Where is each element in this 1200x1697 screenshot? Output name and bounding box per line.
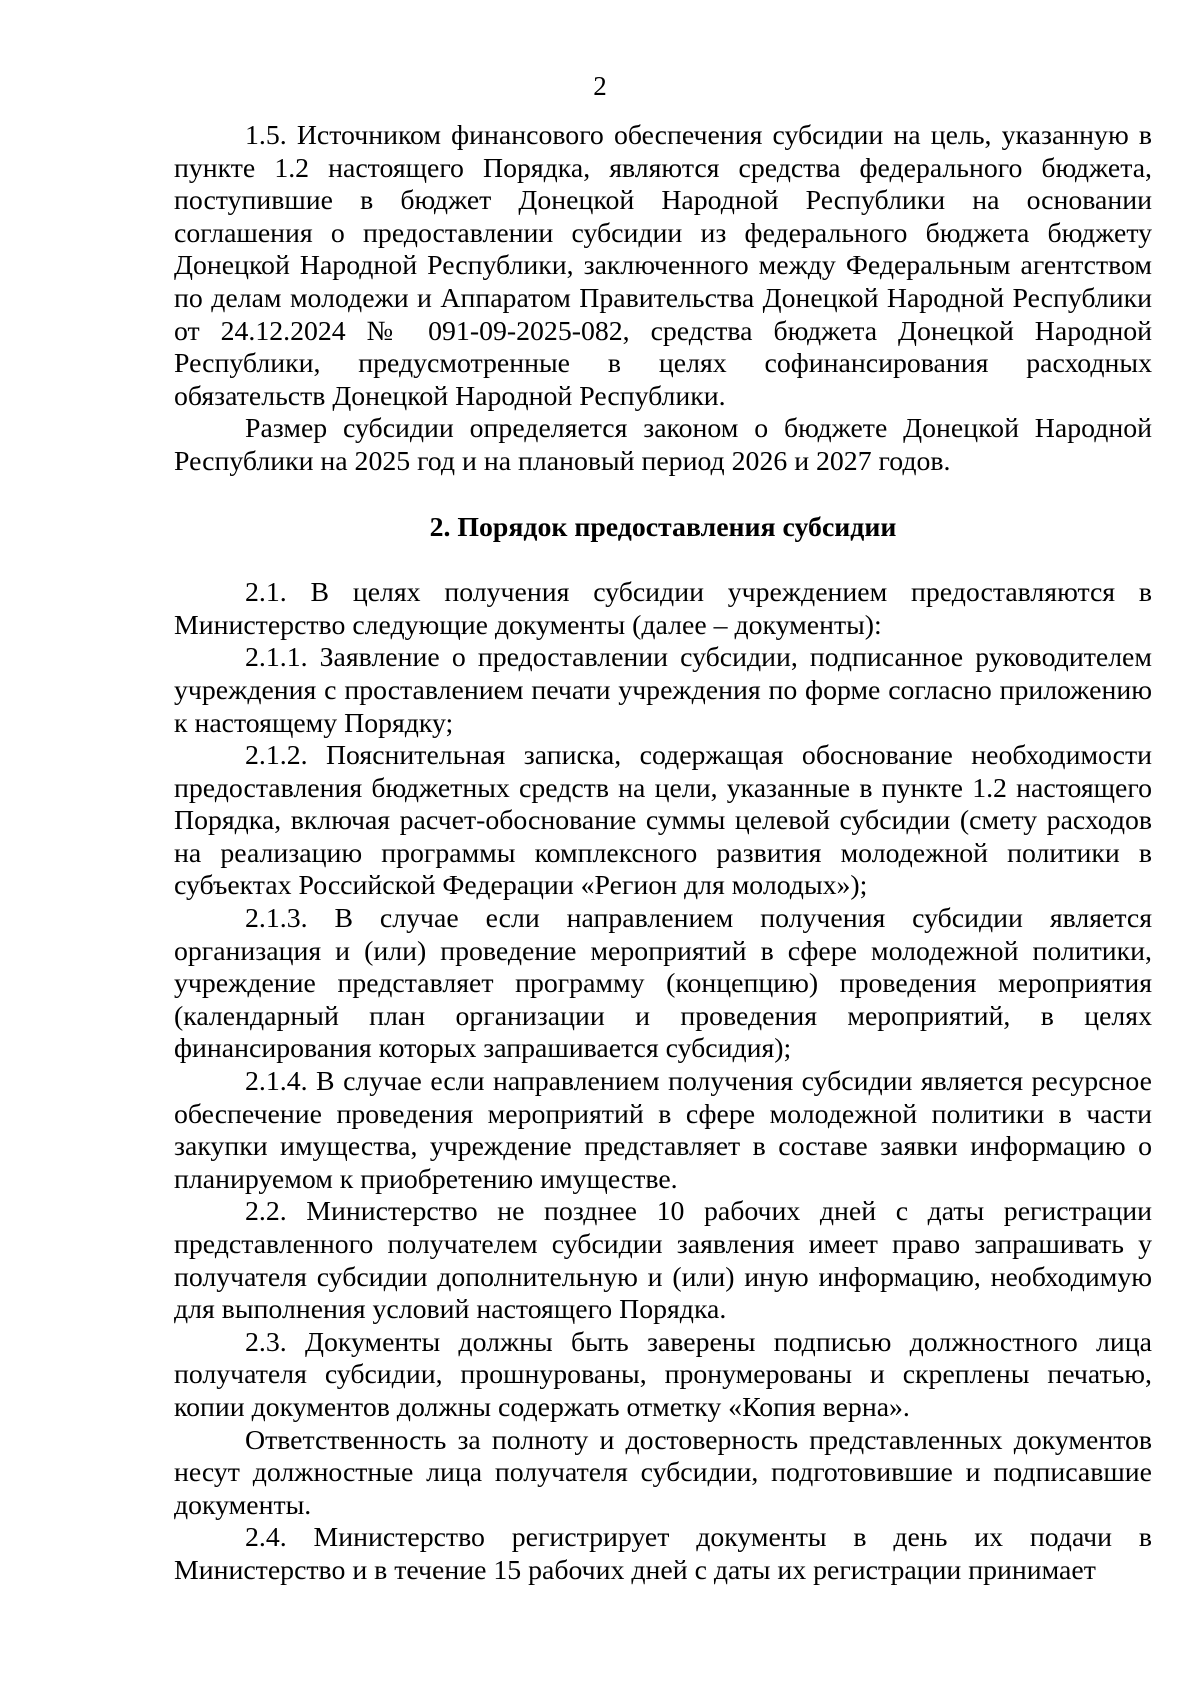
paragraph-subsidy-size: Размер субсидии определяется законом о бюджете Донецкой Народной Республики на 2025 год и на плановый период 2026 и 2027 годов. [174, 413, 1152, 477]
paragraph-1-5: 1.5. Источником финансового обеспечения субсидии на цель, указанную в пункте 1.2 настоящего Порядка, являются средства федерального бюджета, поступившие в бюджет Донецкой Народной Республики на основании соглашения о предоставлении субсидии из федерального бюджета бюджету Донецкой Народной Республики, заключенного между Федеральным агентством по делам молодежи и Аппаратом Правительства Донецкой Народной Республики от 24.12.2024 № 091-09-2025-082, средства бюджета Донецкой Народной Республики, предусмотренные в целях софинансирования расходных обязательств Донецкой Народной Республики. [174, 120, 1152, 412]
paragraph-2-1-1: 2.1.1. Заявление о предоставлении субсидии, подписанное руководителем учреждения с проставлением печати учреждения по форме согласно приложению к настоящему Порядку; [174, 642, 1152, 739]
section-heading: 2. Порядок предоставления субсидии [429, 511, 897, 543]
paragraph-2-1: 2.1. В целях получения субсидии учреждением предоставляются в Министерство следующие документы (далее – документы): [174, 577, 1152, 641]
document-body [174, 120, 1152, 1588]
paragraph-2-3: 2.3. Документы должны быть заверены подписью должностного лица получателя субсидии, прошнурованы, пронумерованы и скреплены печатью, копии документов должны содержать отметку «Копия верна». [174, 1326, 1152, 1423]
paragraph-2-2: 2.2. Министерство не позднее 10 рабочих дней с даты регистрации представленного получателем субсидии заявления имеет право запрашивать у получателя субсидии дополнительную и (или) иную информацию, необходимую для выполнения условий настоящего Порядка. [174, 1196, 1152, 1326]
paragraph-2-4: 2.4. Министерство регистрирует документы в день их подачи в Министерство и в течение 15 рабочих дней с даты их регистрации принимает [174, 1522, 1152, 1586]
paragraph-2-1-2: 2.1.2. Пояснительная записка, содержащая обоснование необходимости предоставления бюджетных средств на цели, указанные в пункте 1.2 настоящего Порядка, включая расчет-обоснование суммы целевой субсидии (смету расходов на реализацию программы комплексного развития молодежной политики в субъектах Российской Федерации «Регион для молодых»); [174, 740, 1152, 902]
paragraph-responsibility: Ответственность за полноту и достоверность представленных документов несут должностные лица получателя субсидии, подготовившие и подписавшие документы. [174, 1424, 1152, 1521]
paragraph-2-1-4: 2.1.4. В случае если направлением получения субсидии является ресурсное обеспечение проведения мероприятий в сфере молодежной политики в части закупки имущества, учреждение представляет в составе заявки информацию о планируемом к приобретению имуществе. [174, 1066, 1152, 1195]
page-number: 2 [593, 71, 607, 101]
paragraph-2-1-3: 2.1.3. В случае если направлением получения субсидии является организация и (или) проведение мероприятий в сфере молодежной политики, учреждение представляет программу (концепцию) проведения мероприятия (календарный план организации и проведения мероприятий, в целях финансирования которых запрашивается субсидия); [174, 903, 1152, 1065]
